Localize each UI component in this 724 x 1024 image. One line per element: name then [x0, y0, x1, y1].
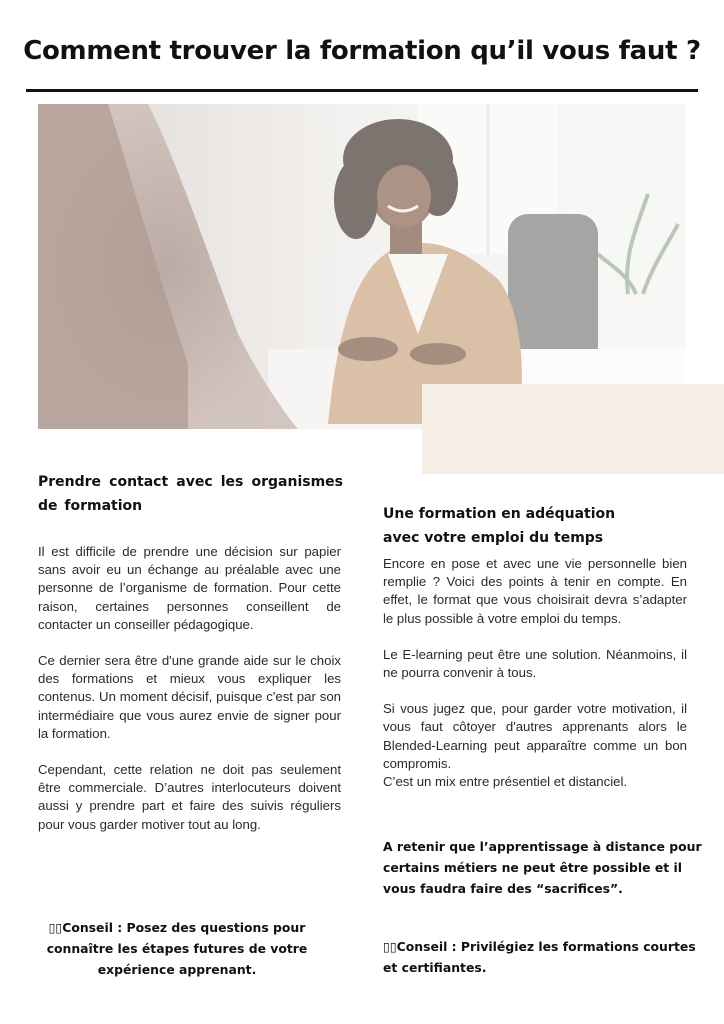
right-heading-line-2: avec votre emploi du temps: [383, 530, 604, 546]
right-section-header: [383, 502, 688, 550]
right-body: [383, 555, 687, 809]
right-paragraph-1: Encore en pose et avec une vie personnelle bien remplie ? Voici des points à tenir en compte. En effet, le format que vous choisirait devra s’adapter le plus possible à votre emploi du temps.: [383, 556, 687, 626]
retenir-note: A retenir que l’apprentissage à distance pour certains métiers ne peut être possible et il vous faudra faire des “sacrifices”.: [383, 839, 702, 896]
hero-photo: [38, 104, 686, 429]
left-paragraph-3: Cependant, cette relation ne doit pas seulement être commerciale. D’autres interlocuteurs doivent aussi y prendre part et faire des suivis réguliers pour vous garder motiver tout au long.: [38, 762, 341, 832]
left-paragraph-1: Il est difficile de prendre une décision sur papier sans avoir eu un échange au préalable avec une personne de l’organisme de formation. Pour cette raison, certaines personnes conseillent de contacter un conseiller pédagogique.: [38, 544, 341, 632]
right-tip: ▯▯Conseil : Privilégiez les formations courtes et certifiantes.: [383, 939, 696, 975]
title-divider: [26, 89, 698, 92]
left-body: [38, 543, 341, 852]
right-paragraph-4: C’est un mix entre présentiel et distanciel.: [383, 774, 628, 790]
left-heading: Prendre contact avec les organismes de formation: [38, 474, 343, 514]
page-title: Comment trouver la formation qu’il vous faut ?: [23, 36, 701, 66]
right-heading-line-1: Une formation en adéquation: [383, 506, 616, 522]
left-tip: ▯▯Conseil : Posez des questions pour connaître les étapes futures de votre expérience apprenant.: [46, 920, 308, 977]
right-paragraph-3: Si vous jugez que, pour garder votre motivation, il vous faut côtoyer d'autres apprenants alors le Blended-Learning peut apparaître comme un bon compromis.: [383, 701, 687, 771]
left-paragraph-2: Ce dernier sera être d'une grande aide sur le choix des formations et mieux vous expliquer les contenus. Un moment décisif, puisque c'est par son intermédiaire que vous aurez envie de signer pour la formation.: [38, 653, 341, 741]
photo-meeting-icon: [38, 104, 686, 429]
accent-block: [422, 384, 724, 474]
left-section-header: [38, 470, 343, 518]
right-paragraph-2: Le E-learning peut être une solution. Néanmoins, il ne pourra convenir à tous.: [383, 646, 687, 681]
